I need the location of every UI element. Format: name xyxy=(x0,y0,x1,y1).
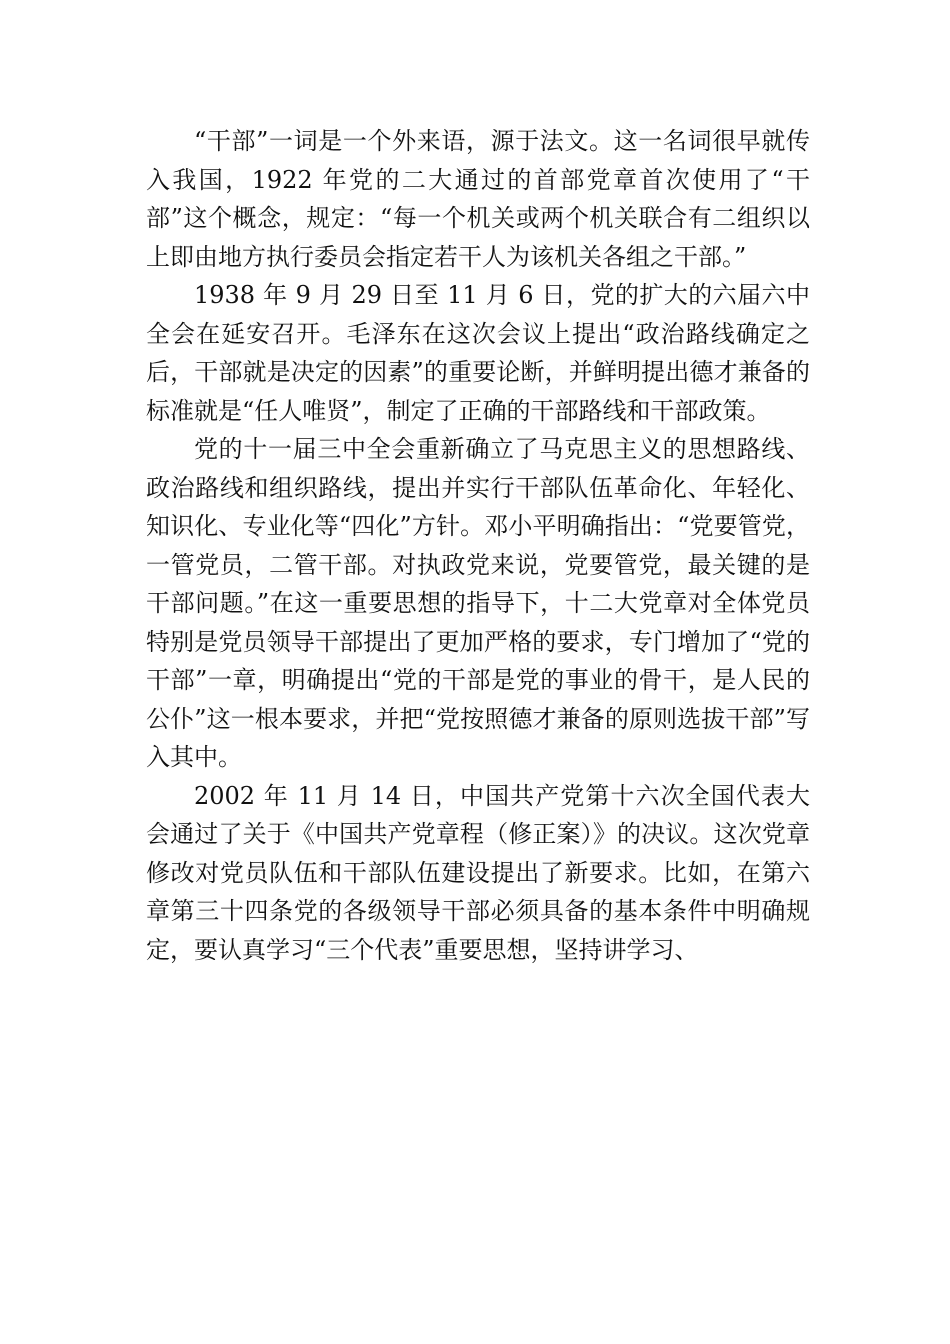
paragraph-2002-congress: 2002 年 11 月 14 日，中国共产党第十六次全国代表大会通过了关于《中国共产党章程（修正案）》的决议。这次党章修改对党员队伍和干部队伍建设提出了新要求。比如，在第六章第三十四条党的各级领导干部必须具备的基本条件中明确规定，要认真学习“三个代表”重要思想，坚持讲学习、 xyxy=(146,781,810,964)
paragraph-1938-plenum: 1938 年 9 月 29 日至 11 月 6 日，党的扩大的六届六中全会在延安召开。毛泽东在这次会议上提出“政治路线确定之后，干部就是决定的因素”的重要论断，并鲜明提出德才兼备的标准就是“任人唯贤”，制定了正确的干部路线和干部政策。 xyxy=(146,281,810,425)
document-body xyxy=(146,122,810,969)
paragraph-third-plenum: 党的十一届三中全会重新确立了马克思主义的思想路线、政治路线和组织路线，提出并实行干部队伍革命化、年轻化、知识化、专业化等“四化”方针。邓小平明确指出：“党要管党，一管党员，二管干部。对执政党来说，党要管党，最关键的是干部问题。”在这一重要思想的指导下，十二大党章对全体党员特别是党员领导干部提出了更加严格的要求，专门增加了“党的干部”一章，明确提出“党的干部是党的事业的骨干，是人民的公仆”这一根本要求，并把“党按照德才兼备的原则选拔干部”写入其中。 xyxy=(146,435,810,771)
paragraph-cadre-origin: “干部”一词是一个外来语，源于法文。这一名词很早就传入我国，1922 年党的二大通过的首部党章首次使用了“干部”这个概念，规定：“每一个机关或两个机关联合有二组织以上即由地方执行委员会指定若干人为该机关各组之干部。” xyxy=(146,127,810,271)
